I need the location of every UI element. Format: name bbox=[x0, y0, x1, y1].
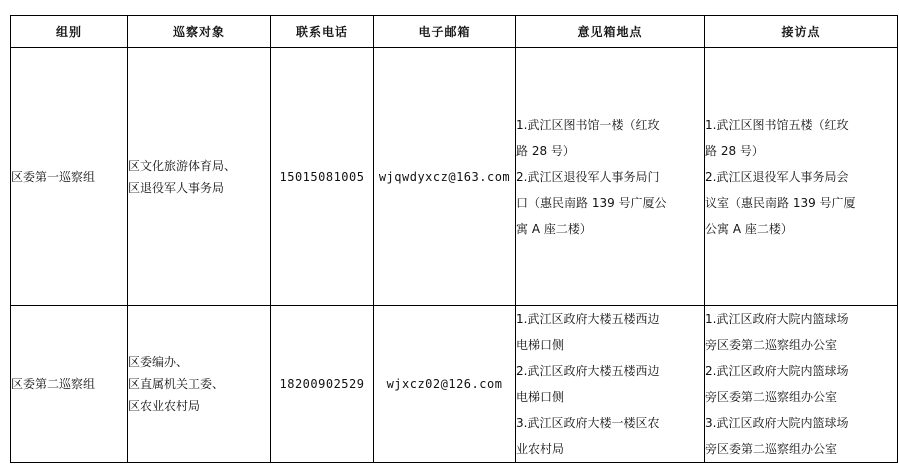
header-phone: 联系电话 bbox=[271, 16, 374, 48]
target-line: 区直属机关工委、 bbox=[128, 377, 225, 391]
target-line: 区退役军人事务局 bbox=[128, 180, 225, 195]
email-cell[interactable]: wjxcz02@126.com bbox=[374, 306, 516, 463]
target-cell bbox=[128, 306, 271, 463]
target-line: 区文化旅游体育局、 bbox=[128, 158, 237, 173]
header-group: 组别 bbox=[11, 16, 128, 48]
opinion-box-line: 1.武江区政府大楼五楼西边 bbox=[516, 312, 660, 326]
header-email: 电子邮箱 bbox=[374, 16, 516, 48]
visit-point-line: 旁区委第二巡察组办公室 bbox=[705, 338, 838, 352]
visit-point-cell bbox=[705, 306, 898, 463]
visit-point-line: 旁区委第二巡察组办公室 bbox=[705, 442, 838, 456]
table-row bbox=[11, 48, 898, 306]
visit-point-line: 2.武江区退役军人事务局会 bbox=[705, 169, 849, 184]
header-target: 巡察对象 bbox=[128, 16, 271, 48]
opinion-box-cell bbox=[516, 48, 705, 306]
target-line: 区农业农村局 bbox=[128, 399, 201, 413]
header-visit-point: 接访点 bbox=[705, 16, 898, 48]
opinion-box-line: 寓 A 座二楼） bbox=[516, 221, 592, 236]
group-cell: 区委第二巡察组 bbox=[11, 306, 128, 463]
opinion-box-line: 2.武江区政府大楼五楼西边 bbox=[516, 364, 660, 378]
header-row bbox=[11, 16, 898, 48]
opinion-box-line: 1.武江区图书馆一楼（红玫 bbox=[516, 117, 660, 132]
email-cell[interactable]: wjqwdyxcz@163.com bbox=[374, 48, 516, 306]
opinion-box-line: 路 28 号） bbox=[516, 143, 575, 158]
opinion-box-line: 业农村局 bbox=[516, 442, 565, 456]
table-row bbox=[11, 306, 898, 463]
visit-point-line: 旁区委第二巡察组办公室 bbox=[705, 390, 838, 404]
visit-point-line: 1.武江区政府大院内篮球场 bbox=[705, 312, 849, 326]
group-cell: 区委第一巡察组 bbox=[11, 48, 128, 306]
inspection-table bbox=[10, 15, 898, 463]
visit-point-line: 2.武江区政府大院内篮球场 bbox=[705, 364, 849, 378]
target-line: 区委编办、 bbox=[128, 355, 189, 369]
visit-point-line: 1.武江区图书馆五楼（红玫 bbox=[705, 117, 849, 132]
phone-cell: 18200902529 bbox=[271, 306, 374, 463]
visit-point-line: 路 28 号） bbox=[705, 143, 764, 158]
visit-point-line: 议室（惠民南路 139 号广厦 bbox=[705, 195, 856, 210]
opinion-box-line: 口（惠民南路 139 号广厦公 bbox=[516, 195, 667, 210]
visit-point-cell bbox=[705, 48, 898, 306]
target-cell bbox=[128, 48, 271, 306]
opinion-box-line: 电梯口侧 bbox=[516, 338, 565, 352]
opinion-box-cell bbox=[516, 306, 705, 463]
header-opinion-box: 意见箱地点 bbox=[516, 16, 705, 48]
visit-point-line: 3.武江区政府大院内篮球场 bbox=[705, 416, 849, 430]
opinion-box-line: 电梯口侧 bbox=[516, 390, 565, 404]
phone-cell: 15015081005 bbox=[271, 48, 374, 306]
visit-point-line: 公寓 A 座二楼） bbox=[705, 221, 793, 236]
opinion-box-line: 2.武江区退役军人事务局门 bbox=[516, 169, 660, 184]
opinion-box-line: 3.武江区政府大楼一楼区农 bbox=[516, 416, 660, 430]
